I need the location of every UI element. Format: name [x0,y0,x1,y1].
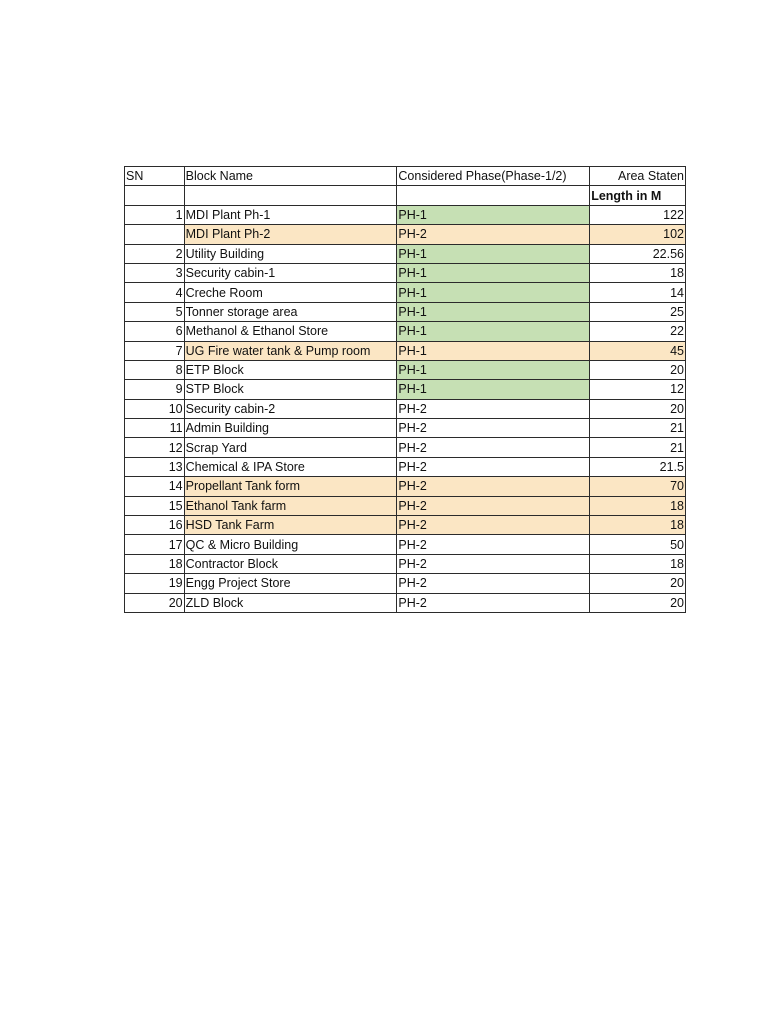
header-row [125,167,686,186]
cell-phase[interactable]: PH-1 [397,302,590,321]
cell-sn[interactable]: 15 [125,496,185,515]
cell-phase[interactable]: PH-2 [397,496,590,515]
cell-length[interactable]: 20 [590,593,686,612]
cell-block-name[interactable]: Utility Building [184,244,397,263]
cell-phase[interactable]: PH-2 [397,554,590,573]
cell-block-name[interactable]: Engg Project Store [184,574,397,593]
cell-sn[interactable]: 10 [125,399,185,418]
cell-phase[interactable]: PH-2 [397,457,590,476]
table-row [125,380,686,399]
cell-sn[interactable]: 12 [125,438,185,457]
cell-block-name[interactable]: Security cabin-1 [184,263,397,282]
header-area[interactable]: Area Staten [590,167,686,186]
table-row [125,419,686,438]
cell-sn[interactable]: 17 [125,535,185,554]
cell-block-name[interactable]: Contractor Block [184,554,397,573]
cell-phase[interactable]: PH-1 [397,322,590,341]
cell-block-name[interactable]: Security cabin-2 [184,399,397,418]
cell-block-name[interactable]: ETP Block [184,360,397,379]
header-sn[interactable]: SN [125,167,185,186]
cell-length[interactable]: 14 [590,283,686,302]
cell-phase[interactable]: PH-1 [397,205,590,224]
cell-phase[interactable]: PH-1 [397,244,590,263]
cell-length[interactable]: 21 [590,419,686,438]
cell-sn[interactable]: 1 [125,205,185,224]
cell-sn[interactable]: 16 [125,516,185,535]
cell-phase[interactable]: PH-2 [397,574,590,593]
cell-block-name[interactable]: STP Block [184,380,397,399]
cell-sn[interactable]: 5 [125,302,185,321]
cell-sn[interactable]: 3 [125,263,185,282]
cell-block-name[interactable]: HSD Tank Farm [184,516,397,535]
table-row [125,263,686,282]
cell-phase[interactable]: PH-2 [397,419,590,438]
cell-phase[interactable]: PH-2 [397,535,590,554]
cell-sn[interactable]: 19 [125,574,185,593]
cell-phase[interactable]: PH-2 [397,225,590,244]
cell-sn[interactable]: 11 [125,419,185,438]
table-row [125,574,686,593]
cell-length[interactable]: 18 [590,554,686,573]
header-block-name[interactable]: Block Name [184,167,397,186]
table-row [125,205,686,224]
spreadsheet-table-container [124,166,686,613]
cell-block-name[interactable]: Tonner storage area [184,302,397,321]
cell-length[interactable]: 50 [590,535,686,554]
cell-length[interactable]: 45 [590,341,686,360]
table-row [125,283,686,302]
cell-sn[interactable]: 18 [125,554,185,573]
table-row [125,341,686,360]
cell-block-name[interactable]: Admin Building [184,419,397,438]
table-row [125,477,686,496]
cell-block-name[interactable]: Chemical & IPA Store [184,457,397,476]
subheader-row [125,186,686,205]
cell-length[interactable]: 12 [590,380,686,399]
cell-phase[interactable]: PH-1 [397,341,590,360]
cell-length[interactable]: 20 [590,399,686,418]
table-row [125,457,686,476]
cell-phase[interactable]: PH-1 [397,263,590,282]
cell-length[interactable]: 21.5 [590,457,686,476]
cell-phase[interactable]: PH-2 [397,399,590,418]
table-row [125,302,686,321]
cell-sn[interactable]: 7 [125,341,185,360]
cell-phase[interactable]: PH-1 [397,380,590,399]
cell-phase[interactable]: PH-2 [397,516,590,535]
cell-block-name[interactable]: Propellant Tank form [184,477,397,496]
subheader-empty-cell[interactable] [397,186,590,205]
cell-block-name[interactable]: MDI Plant Ph-1 [184,205,397,224]
cell-sn[interactable] [125,225,185,244]
cell-block-name[interactable]: QC & Micro Building [184,535,397,554]
cell-sn[interactable]: 20 [125,593,185,612]
cell-length[interactable]: 20 [590,574,686,593]
cell-sn[interactable]: 13 [125,457,185,476]
table-row [125,399,686,418]
subheader-empty-cell[interactable] [125,186,185,205]
cell-phase[interactable]: PH-2 [397,593,590,612]
cell-phase[interactable]: PH-2 [397,477,590,496]
cell-sn[interactable]: 14 [125,477,185,496]
block-phase-table [124,166,686,613]
table-row [125,535,686,554]
header-phase[interactable]: Considered Phase(Phase-1/2) [397,167,590,186]
table-row [125,593,686,612]
cell-phase[interactable]: PH-1 [397,360,590,379]
cell-length[interactable]: 22 [590,322,686,341]
cell-sn[interactable]: 9 [125,380,185,399]
cell-length[interactable]: 25 [590,302,686,321]
table-row [125,554,686,573]
table-row [125,438,686,457]
cell-block-name[interactable]: Methanol & Ethanol Store [184,322,397,341]
cell-block-name[interactable]: UG Fire water tank & Pump room [184,341,397,360]
table-row [125,322,686,341]
table-row [125,225,686,244]
cell-phase[interactable]: PH-2 [397,438,590,457]
cell-length[interactable]: 22.56 [590,244,686,263]
cell-block-name[interactable]: Creche Room [184,283,397,302]
cell-sn[interactable]: 4 [125,283,185,302]
table-row [125,360,686,379]
subheader-empty-cell[interactable] [184,186,397,205]
table-body [125,205,686,612]
cell-phase[interactable]: PH-1 [397,283,590,302]
cell-sn[interactable]: 8 [125,360,185,379]
cell-sn[interactable]: 6 [125,322,185,341]
cell-block-name[interactable]: Scrap Yard [184,438,397,457]
cell-length[interactable]: 102 [590,225,686,244]
cell-length[interactable]: 18 [590,496,686,515]
subheader-length[interactable]: Length in M [590,186,686,205]
cell-sn[interactable]: 2 [125,244,185,263]
table-row [125,496,686,515]
cell-length[interactable]: 122 [590,205,686,224]
cell-length[interactable]: 18 [590,263,686,282]
cell-length[interactable]: 21 [590,438,686,457]
cell-length[interactable]: 70 [590,477,686,496]
cell-block-name[interactable]: ZLD Block [184,593,397,612]
cell-block-name[interactable]: Ethanol Tank farm [184,496,397,515]
table-row [125,244,686,263]
cell-length[interactable]: 20 [590,360,686,379]
cell-block-name[interactable]: MDI Plant Ph-2 [184,225,397,244]
cell-length[interactable]: 18 [590,516,686,535]
table-row [125,516,686,535]
